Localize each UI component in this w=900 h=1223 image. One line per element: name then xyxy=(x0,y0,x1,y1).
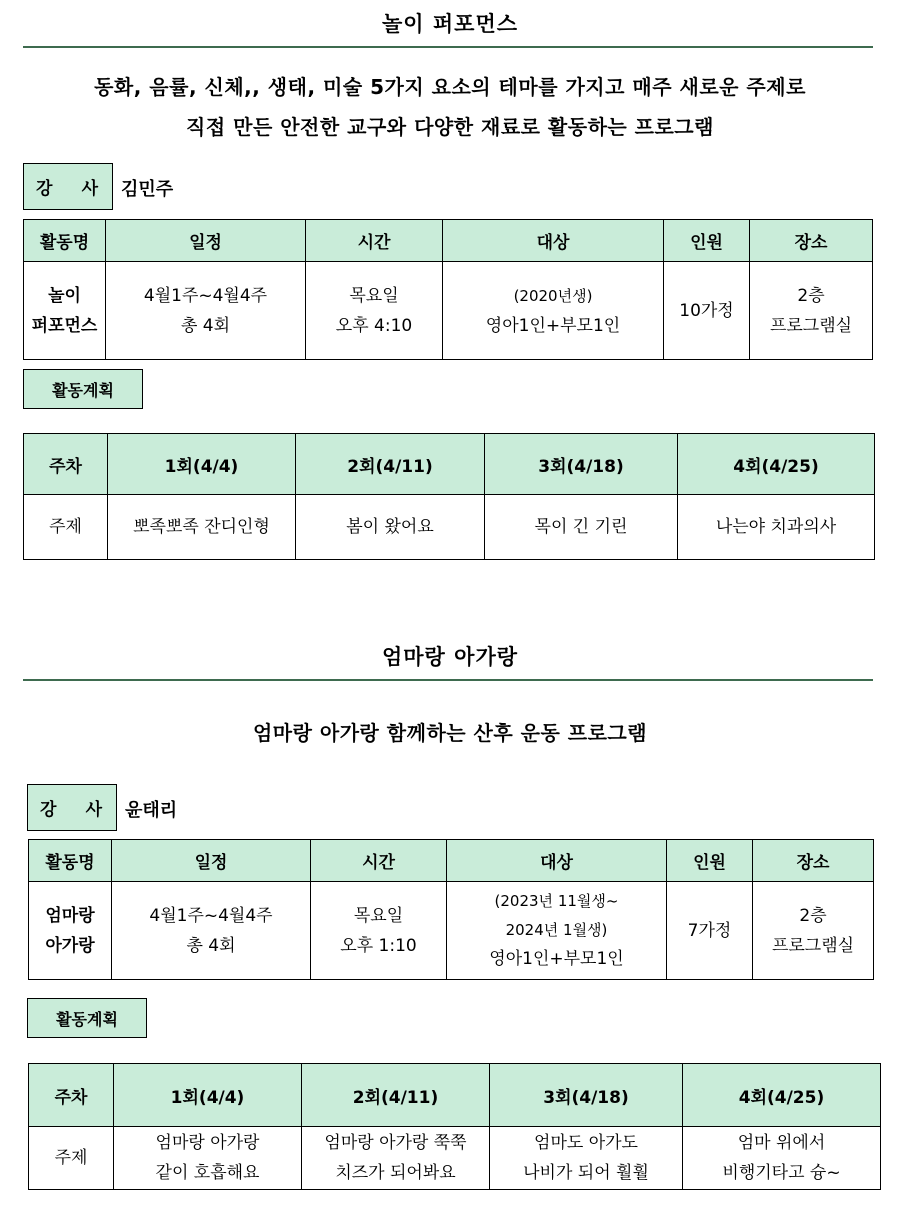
activity-name-cell xyxy=(24,262,106,360)
header-session: 4회(4/25) xyxy=(678,434,875,495)
time-cell xyxy=(306,262,443,360)
target-line: 영아1인+부모1인 xyxy=(485,315,621,336)
header-session: 1회(4/4) xyxy=(108,434,296,495)
title-divider xyxy=(23,679,873,681)
instructor-label-char: 사 xyxy=(85,800,102,820)
topic-line: 비행기타고 슝~ xyxy=(722,1163,841,1183)
topic-cell: 뽀족뽀족 잔디인형 xyxy=(108,495,296,560)
activity-plan-table xyxy=(28,1063,881,1190)
header-people: 인원 xyxy=(667,840,753,882)
activity-name-line: 엄마랑 xyxy=(45,905,95,926)
target-line: 영아1인+부모1인 xyxy=(489,949,624,969)
header-target: 대상 xyxy=(447,840,667,882)
activity-plan-label: 활동계획 xyxy=(23,369,143,409)
program-info-table xyxy=(28,839,874,980)
header-week: 주차 xyxy=(24,434,108,495)
header-session: 4회(4/25) xyxy=(683,1064,881,1127)
target-line: (2020년생) xyxy=(513,286,593,305)
program-title: 놀이 퍼포먼스 xyxy=(381,12,519,36)
header-session: 3회(4/18) xyxy=(490,1064,683,1127)
program-title: 엄마랑 아가랑 xyxy=(381,645,519,669)
topic-line: 나비가 되어 훨훨 xyxy=(523,1163,649,1183)
time-line: 오후 1:10 xyxy=(340,935,417,956)
activity-plan-table xyxy=(23,433,875,560)
info-header-row xyxy=(24,220,873,262)
header-people: 인원 xyxy=(664,220,750,262)
people-cell: 10가정 xyxy=(664,262,750,360)
place-line: 2층 xyxy=(799,905,827,926)
instructor-name: 김민주 xyxy=(121,179,174,200)
program-description-line: 엄마랑 아가랑 함께하는 산후 운동 프로그램 xyxy=(252,721,648,745)
schedule-line: 4월1주~4월4주 xyxy=(143,285,268,306)
schedule-cell xyxy=(112,882,311,980)
topic-cell: 나는야 치과의사 xyxy=(678,495,875,560)
topic-cell: 목이 긴 기린 xyxy=(485,495,678,560)
topic-line: 엄마랑 아가랑 xyxy=(155,1133,260,1153)
header-place: 장소 xyxy=(750,220,873,262)
program-description-line: 직접 만든 안전한 교구와 다양한 재료로 활동하는 프로그램 xyxy=(186,115,714,139)
instructor-label-char: 사 xyxy=(81,179,98,199)
topic-line: 치즈가 되어봐요 xyxy=(335,1163,456,1183)
schedule-line: 총 4회 xyxy=(180,315,231,336)
place-cell xyxy=(750,262,873,360)
info-header-row xyxy=(29,840,874,882)
topic-label-cell: 주제 xyxy=(24,495,108,560)
topic-cell xyxy=(683,1127,881,1190)
instructor-label xyxy=(23,163,113,210)
topic-cell xyxy=(114,1127,302,1190)
header-time: 시간 xyxy=(306,220,443,262)
time-cell xyxy=(311,882,447,980)
program-description-line: 동화, 음률, 신체,, 생태, 미술 5가지 요소의 테마를 가지고 매주 새로운 주제로 xyxy=(94,75,806,99)
place-line: 프로그램실 xyxy=(771,935,855,956)
header-session: 2회(4/11) xyxy=(302,1064,490,1127)
time-line: 목요일 xyxy=(349,285,399,306)
activity-name-line: 놀이 xyxy=(48,285,81,306)
instructor-label xyxy=(27,784,117,831)
header-activity-name: 활동명 xyxy=(24,220,106,262)
plan-header-row xyxy=(24,434,875,495)
header-session: 1회(4/4) xyxy=(114,1064,302,1127)
header-time: 시간 xyxy=(311,840,447,882)
header-session: 3회(4/18) xyxy=(485,434,678,495)
header-session: 2회(4/11) xyxy=(296,434,485,495)
place-cell xyxy=(753,882,874,980)
instructor-name: 윤태리 xyxy=(125,800,178,821)
topic-line: 엄마랑 아가랑 쭉쭉 xyxy=(324,1133,467,1153)
topic-cell xyxy=(302,1127,490,1190)
plan-topic-row xyxy=(24,495,875,560)
topic-label-cell: 주제 xyxy=(29,1127,114,1190)
header-schedule: 일정 xyxy=(112,840,311,882)
info-row xyxy=(29,882,874,980)
header-place: 장소 xyxy=(753,840,874,882)
activity-name-cell xyxy=(29,882,112,980)
activity-plan-label: 활동계획 xyxy=(27,998,147,1038)
topic-cell: 봄이 왔어요 xyxy=(296,495,485,560)
target-line: 2024년 1월생) xyxy=(505,921,608,939)
topic-line: 엄마 위에서 xyxy=(737,1133,826,1153)
target-cell xyxy=(443,262,664,360)
plan-header-row xyxy=(29,1064,881,1127)
time-line: 목요일 xyxy=(353,905,404,926)
program-info-table xyxy=(23,219,873,360)
instructor-label-char: 강 xyxy=(36,179,53,199)
time-line: 오후 4:10 xyxy=(335,315,413,336)
topic-line: 같이 호흡해요 xyxy=(155,1163,260,1183)
schedule-line: 4월1주~4월4주 xyxy=(149,905,273,926)
people-cell: 7가정 xyxy=(667,882,753,980)
title-divider xyxy=(23,46,873,48)
header-target: 대상 xyxy=(443,220,664,262)
instructor-label-char: 강 xyxy=(40,800,57,820)
header-week: 주차 xyxy=(29,1064,114,1127)
activity-name-line: 퍼포먼스 xyxy=(31,315,98,336)
place-line: 2층 xyxy=(797,285,825,306)
topic-cell xyxy=(490,1127,683,1190)
schedule-cell xyxy=(106,262,306,360)
target-line: (2023년 11월생~ xyxy=(494,892,619,910)
topic-line: 엄마도 아가도 xyxy=(534,1133,638,1153)
target-cell xyxy=(447,882,667,980)
info-row xyxy=(24,262,873,360)
schedule-line: 총 4회 xyxy=(186,935,236,956)
header-activity-name: 활동명 xyxy=(29,840,112,882)
plan-topic-row xyxy=(29,1127,881,1190)
activity-name-line: 아가랑 xyxy=(45,935,95,956)
place-line: 프로그램실 xyxy=(769,315,853,336)
header-schedule: 일정 xyxy=(106,220,306,262)
